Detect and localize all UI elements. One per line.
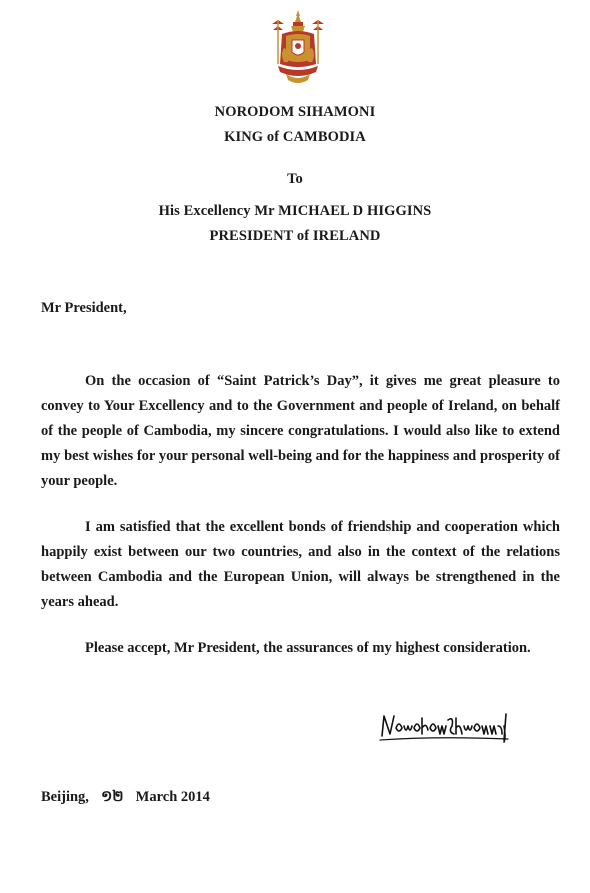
salutation: Mr President,: [41, 300, 127, 316]
paragraph-congratulations: On the occasion of “Saint Patrick’s Day”, it gives me great pleasure to convey to Your Excellency and to the Government and people of Ireland, on behalf of the people of Cambodia, my sincere congratulations. I would also like to extend my best wishes for your personal well-being and for the happiness and prosperity of your people.: [41, 373, 560, 489]
recipient-title: PRESIDENT of IRELAND: [209, 228, 381, 244]
sender-name: NORODOM SIHAMONI: [214, 104, 376, 120]
sender-title: KING of CAMBODIA: [224, 129, 366, 145]
place: Beijing,: [41, 789, 89, 805]
handwritten-day: ១២: [100, 787, 124, 805]
royal-coat-of-arms-icon: [264, 8, 332, 88]
recipient-name: His Excellency Mr MICHAEL D HIGGINS: [158, 203, 432, 219]
handwritten-signature-icon: [378, 706, 538, 746]
paragraph-friendship: I am satisfied that the excellent bonds of friendship and cooperation which happily exist between our two countries, and also in the context of the relations between Cambodia and the European Union, will always be strengthened in the years ahead.: [41, 519, 560, 610]
to-label: To: [287, 171, 303, 187]
place-and-date: [41, 787, 210, 809]
paragraph-closing: Please accept, Mr President, the assurances of my highest consideration.: [85, 640, 531, 656]
month-year: March 2014: [135, 789, 210, 805]
